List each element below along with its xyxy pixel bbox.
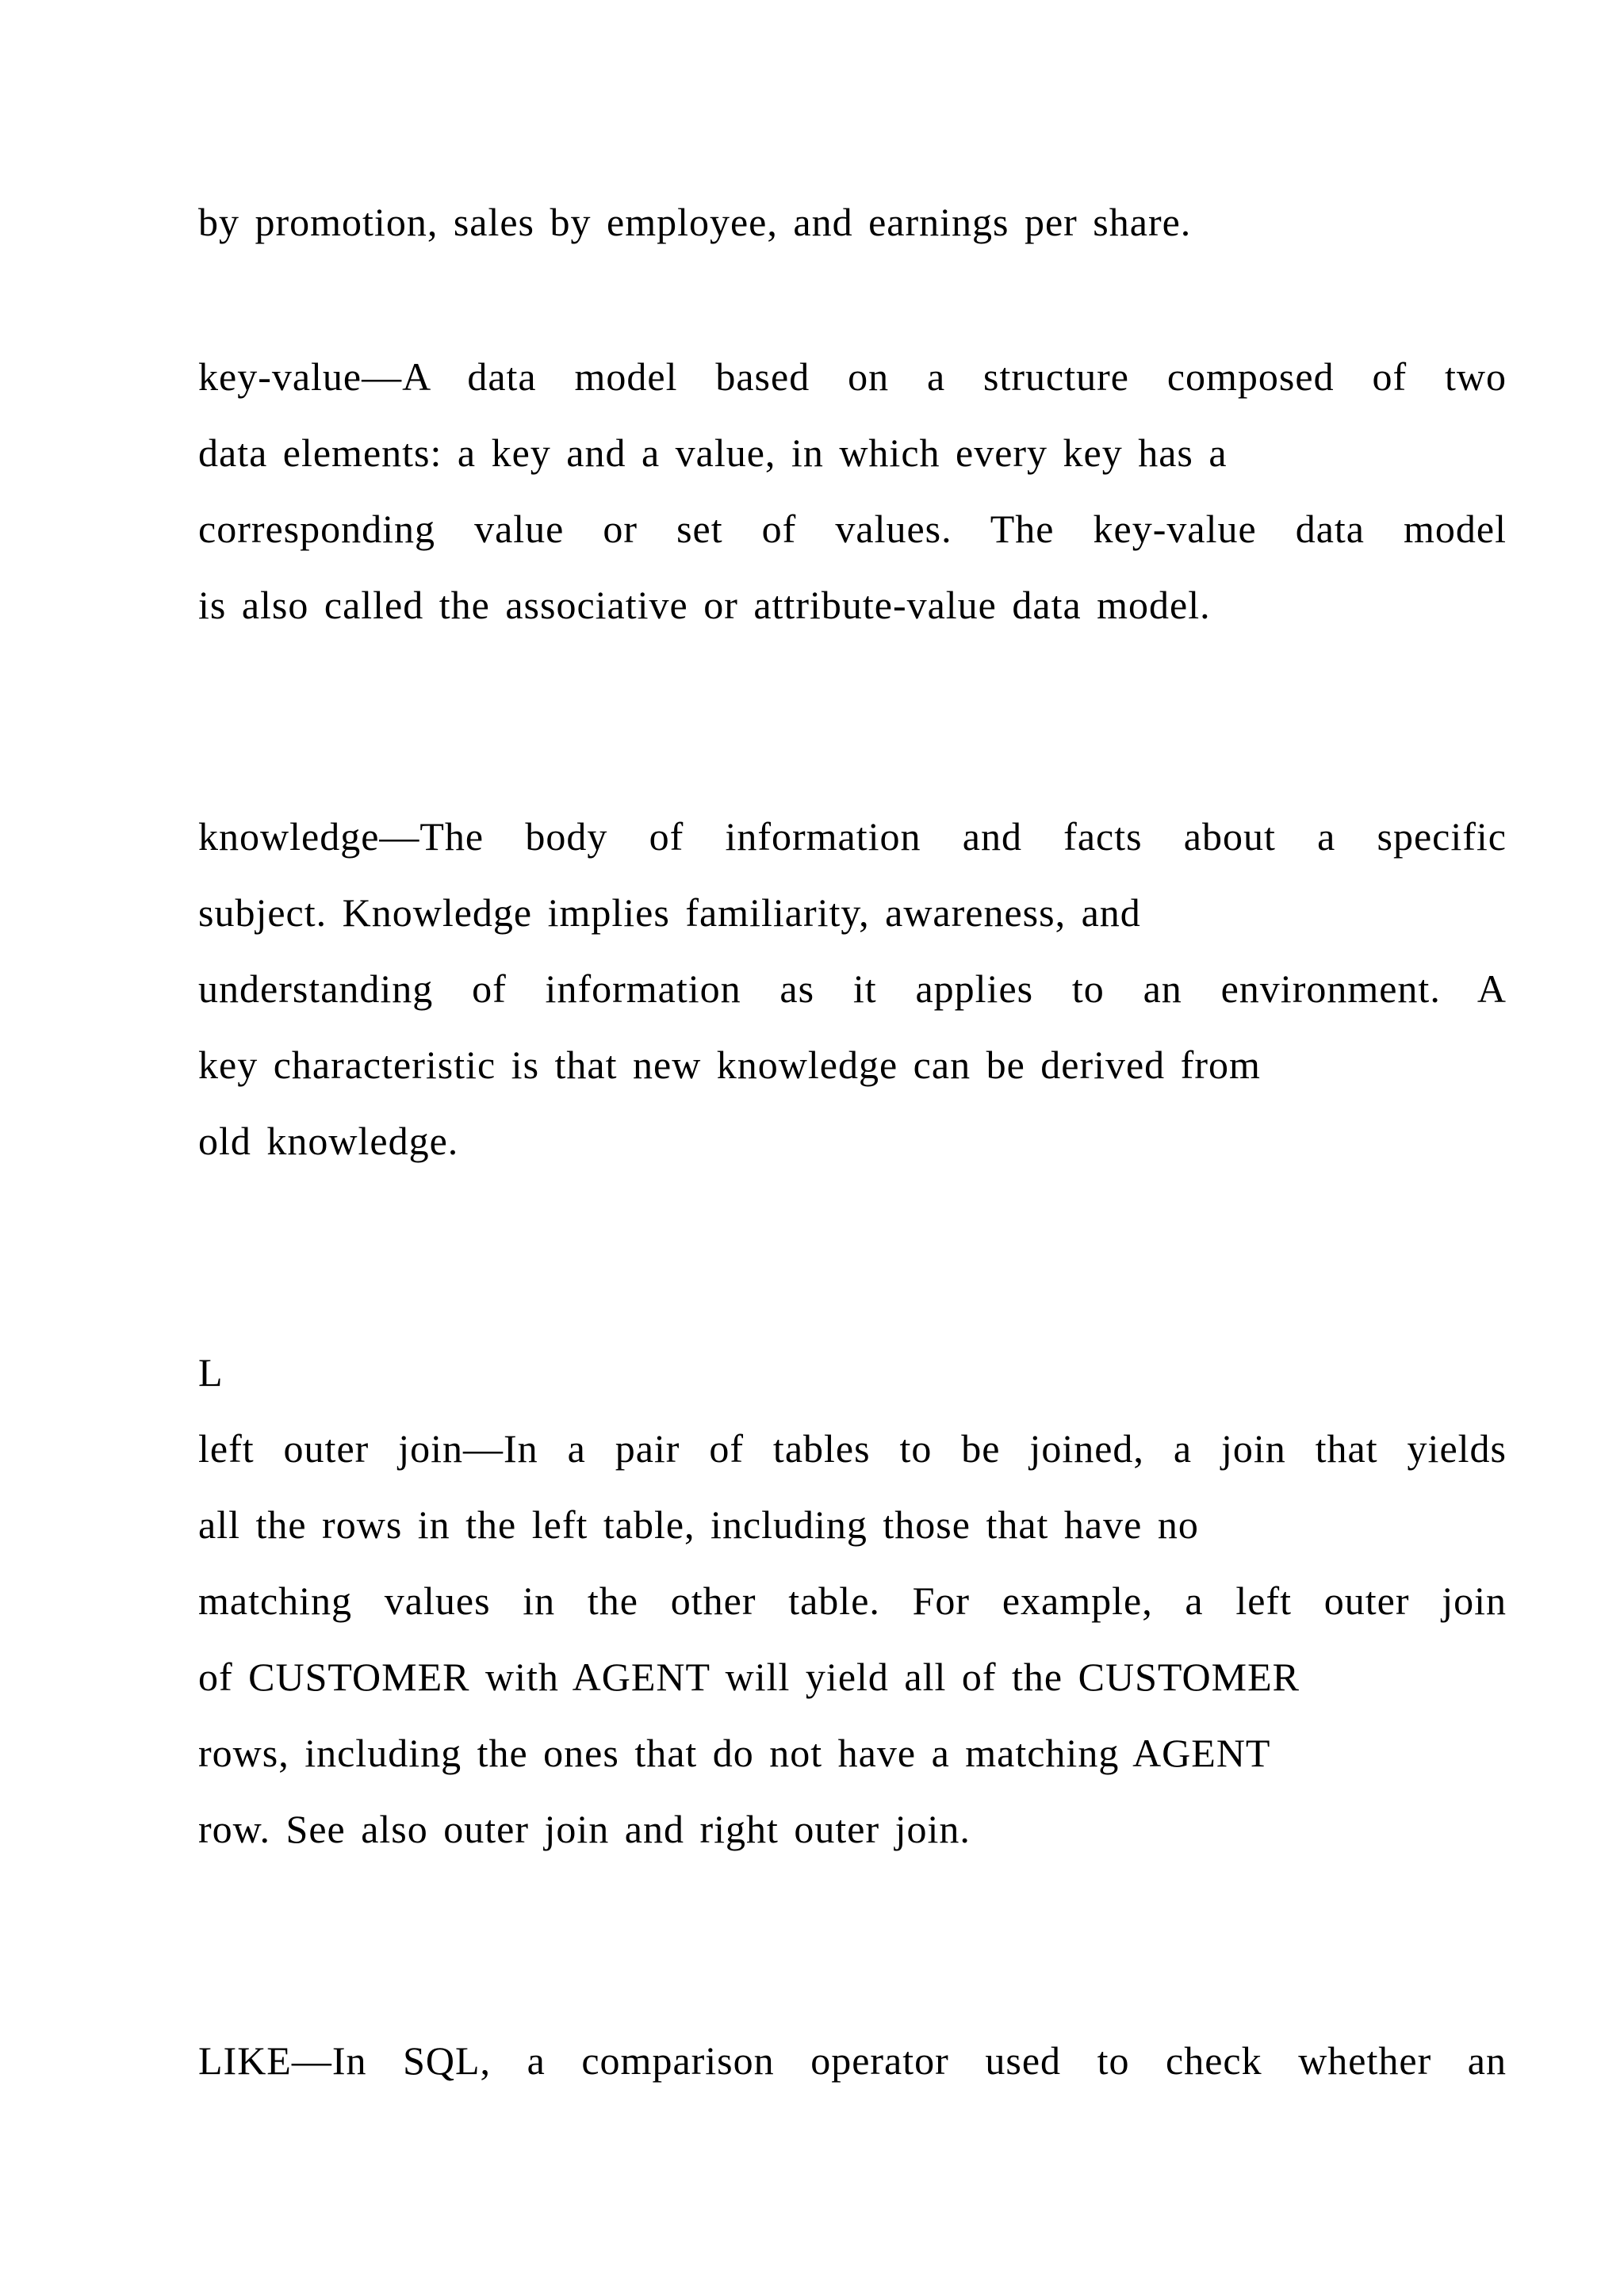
text-line: corresponding value or set of values. The key-value data model (198, 507, 1507, 551)
text-line: left outer join—In a pair of tables to be joined, a join that yields (198, 1426, 1507, 1471)
text-line: old knowledge. (198, 1119, 459, 1163)
text-line: key characteristic is that new knowledge can be derived from (198, 1043, 1261, 1087)
text-line: subject. Knowledge implies familiarity, awareness, and (198, 890, 1141, 935)
text-line: by promotion, sales by employee, and earnings per share. (198, 200, 1192, 244)
text-line: rows, including the ones that do not have a matching AGENT (198, 1731, 1271, 1775)
text-line: LIKE—In SQL, a comparison operator used to check whether an (198, 2038, 1507, 2083)
text-line: row. See also outer join and right outer join. (198, 1807, 971, 1851)
text-line: matching values in the other table. For example, a left outer join (198, 1578, 1507, 1623)
text-line: key-value—A data model based on a structure composed of two (198, 354, 1507, 399)
text-line: is also called the associative or attribute-value data model. (198, 583, 1211, 627)
text-line: of CUSTOMER with AGENT will yield all of the CUSTOMER (198, 1655, 1300, 1699)
text-line: data elements: a key and a value, in which every key has a (198, 430, 1228, 475)
section-letter: L (198, 1350, 224, 1395)
text-line: knowledge—The body of information and facts about a specific (198, 814, 1507, 859)
text-line: understanding of information as it applies to an environment. A (198, 966, 1507, 1011)
text-line: all the rows in the left table, including those that have no (198, 1502, 1199, 1547)
